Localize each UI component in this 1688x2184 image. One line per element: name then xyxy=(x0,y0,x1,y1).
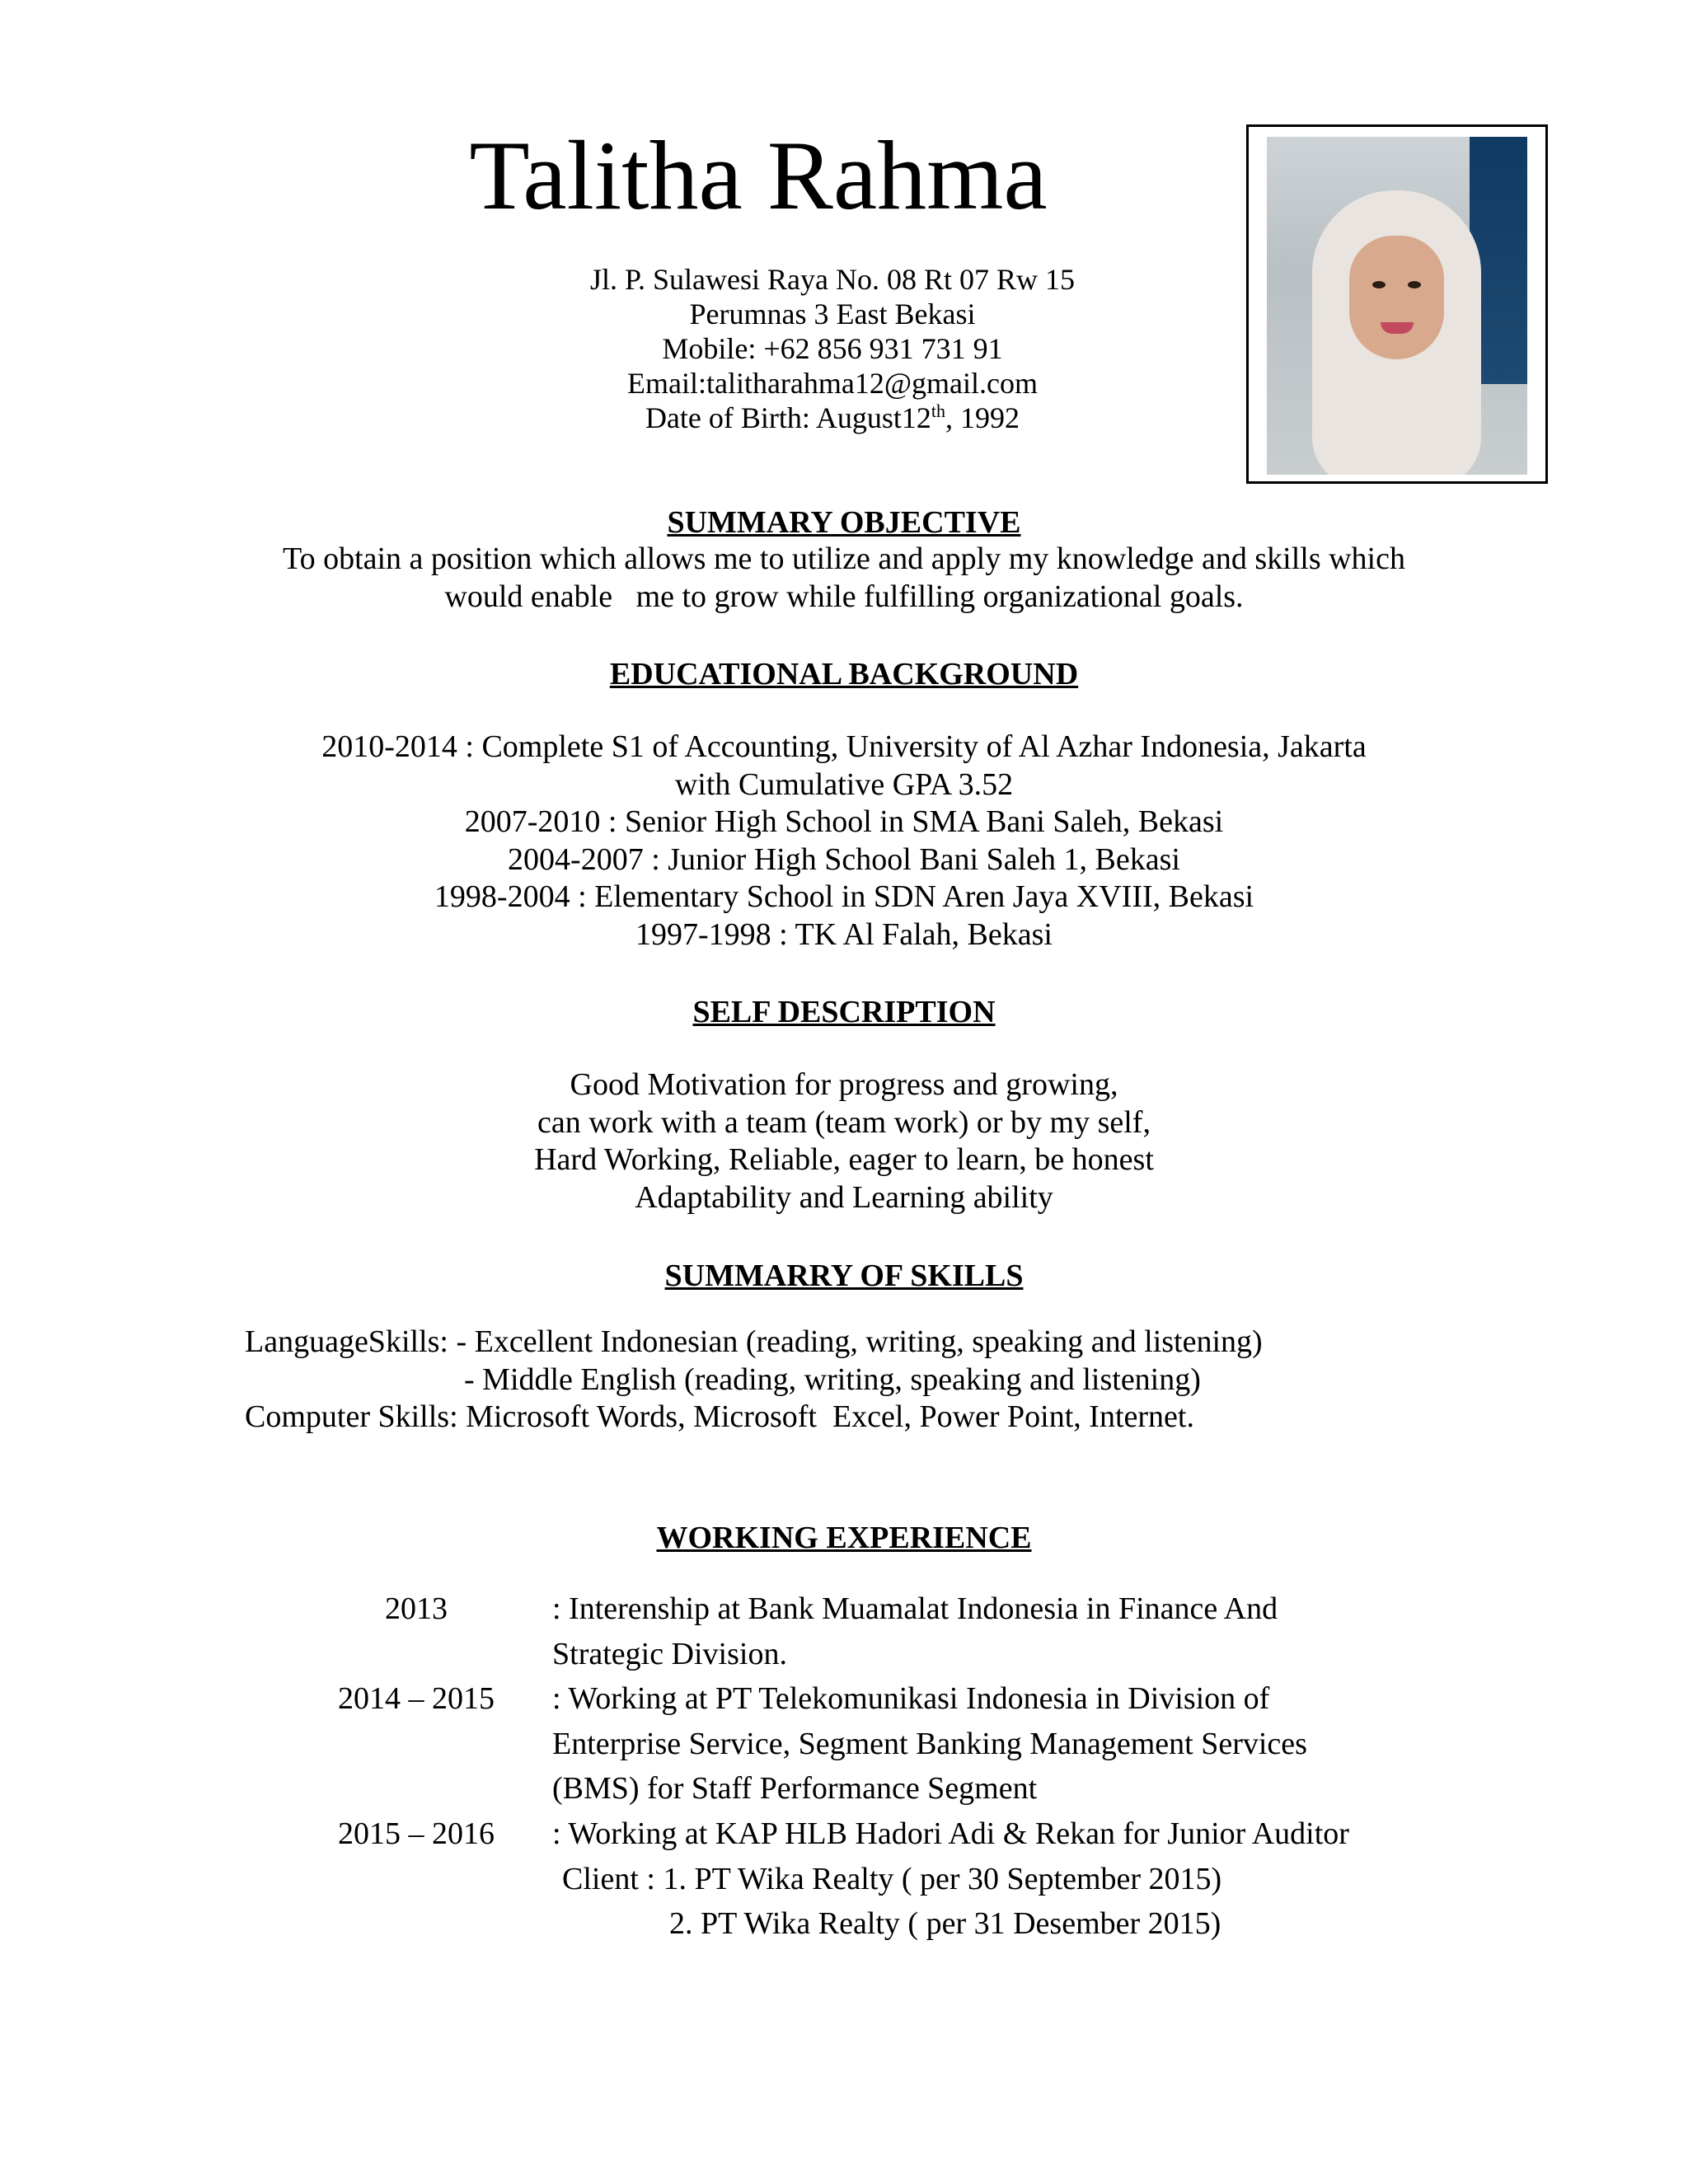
education-line: 1997-1998 : TK Al Falah, Bekasi xyxy=(635,916,1053,952)
email-address: Email:talitharahma12@gmail.com xyxy=(626,367,1038,400)
skills-list xyxy=(245,1324,1481,1436)
work-entry xyxy=(0,1676,1688,1811)
work-entry xyxy=(0,1811,1688,1857)
work-experience-heading: WORKING EXPERIENCE xyxy=(656,1521,1032,1555)
education-heading: EDUCATIONAL BACKGROUND xyxy=(609,657,1079,691)
skills-line: LanguageSkills: - Excellent Indonesian (reading, writing, speaking and listening) xyxy=(245,1324,1263,1359)
summary-line: would enable me to grow while fulfilling organizational goals. xyxy=(444,579,1244,614)
date-of-birth xyxy=(511,401,1154,435)
dob-text: Date of Birth: August12 xyxy=(645,401,931,434)
work-description: Enterprise Service, Segment Banking Management Services xyxy=(552,1726,1307,1761)
summary-line: To obtain a position which allows me to utilize and apply my knowledge and skills which xyxy=(283,541,1405,576)
candidate-name: Talitha Rahma xyxy=(469,120,1048,230)
self-description-line: Adaptability and Learning ability xyxy=(635,1179,1053,1215)
work-entry xyxy=(0,1586,1688,1676)
mobile-number: Mobile: +62 856 931 731 91 xyxy=(662,332,1003,365)
skills-line: - Middle English (reading, writing, speaking and listening) xyxy=(245,1361,1201,1397)
client-line: 2. PT Wika Realty ( per 31 Desember 2015) xyxy=(669,1906,1221,1942)
skills-line: Computer Skills: Microsoft Words, Microsoft Excel, Power Point, Internet. xyxy=(245,1399,1194,1434)
dob-superscript: th xyxy=(931,401,946,421)
work-year: 2015 – 2016 xyxy=(338,1816,495,1851)
self-description-line: Hard Working, Reliable, eager to learn, be honest xyxy=(534,1142,1154,1177)
work-experience-list xyxy=(0,1586,1688,1947)
self-description-heading: SELF DESCRIPTION xyxy=(692,995,996,1029)
education-line: 2004-2007 : Junior High School Bani Saleh 1, Bekasi xyxy=(508,841,1180,877)
profile-photo xyxy=(1267,137,1527,475)
contact-info xyxy=(511,262,1154,435)
self-description-line: can work with a team (team work) or by my self, xyxy=(537,1104,1151,1140)
dob-year: , 1992 xyxy=(945,401,1020,434)
work-year: 2013 xyxy=(385,1591,448,1626)
work-description: Strategic Division. xyxy=(552,1636,787,1671)
address-line-1: Jl. P. Sulawesi Raya No. 08 Rt 07 Rw 15 xyxy=(589,263,1076,296)
work-description: (BMS) for Staff Performance Segment xyxy=(552,1771,1038,1807)
work-year: 2014 – 2015 xyxy=(338,1681,495,1717)
address-line-2: Perumnas 3 East Bekasi xyxy=(689,298,976,330)
education-line: 2010-2014 : Complete S1 of Accounting, University of Al Azhar Indonesia, Jakarta xyxy=(321,729,1367,764)
education-line: with Cumulative GPA 3.52 xyxy=(674,766,1014,802)
education-line: 2007-2010 : Senior High School in SMA Bani Saleh, Bekasi xyxy=(464,804,1224,839)
work-description: : Interenship at Bank Muamalat Indonesia in Finance And xyxy=(552,1591,1278,1626)
self-description-list xyxy=(0,1066,1688,1216)
skills-heading: SUMMARRY OF SKILLS xyxy=(664,1258,1024,1293)
summary-objective-text xyxy=(0,541,1688,616)
work-description: : Working at KAP HLB Hadori Adi & Rekan for Junior Auditor xyxy=(552,1816,1349,1851)
self-description-line: Good Motivation for progress and growing, xyxy=(570,1067,1118,1102)
education-line: 1998-2004 : Elementary School in SDN Aren Jaya XVIII, Bekasi xyxy=(434,879,1254,914)
client-line: Client : 1. PT Wika Realty ( per 30 September 2015) xyxy=(562,1861,1222,1896)
profile-photo-frame xyxy=(1246,124,1548,484)
summary-objective-heading: SUMMARY OBJECTIVE xyxy=(667,505,1021,540)
work-description: : Working at PT Telekomunikasi Indonesia in Division of xyxy=(552,1681,1270,1717)
education-list xyxy=(0,729,1688,954)
